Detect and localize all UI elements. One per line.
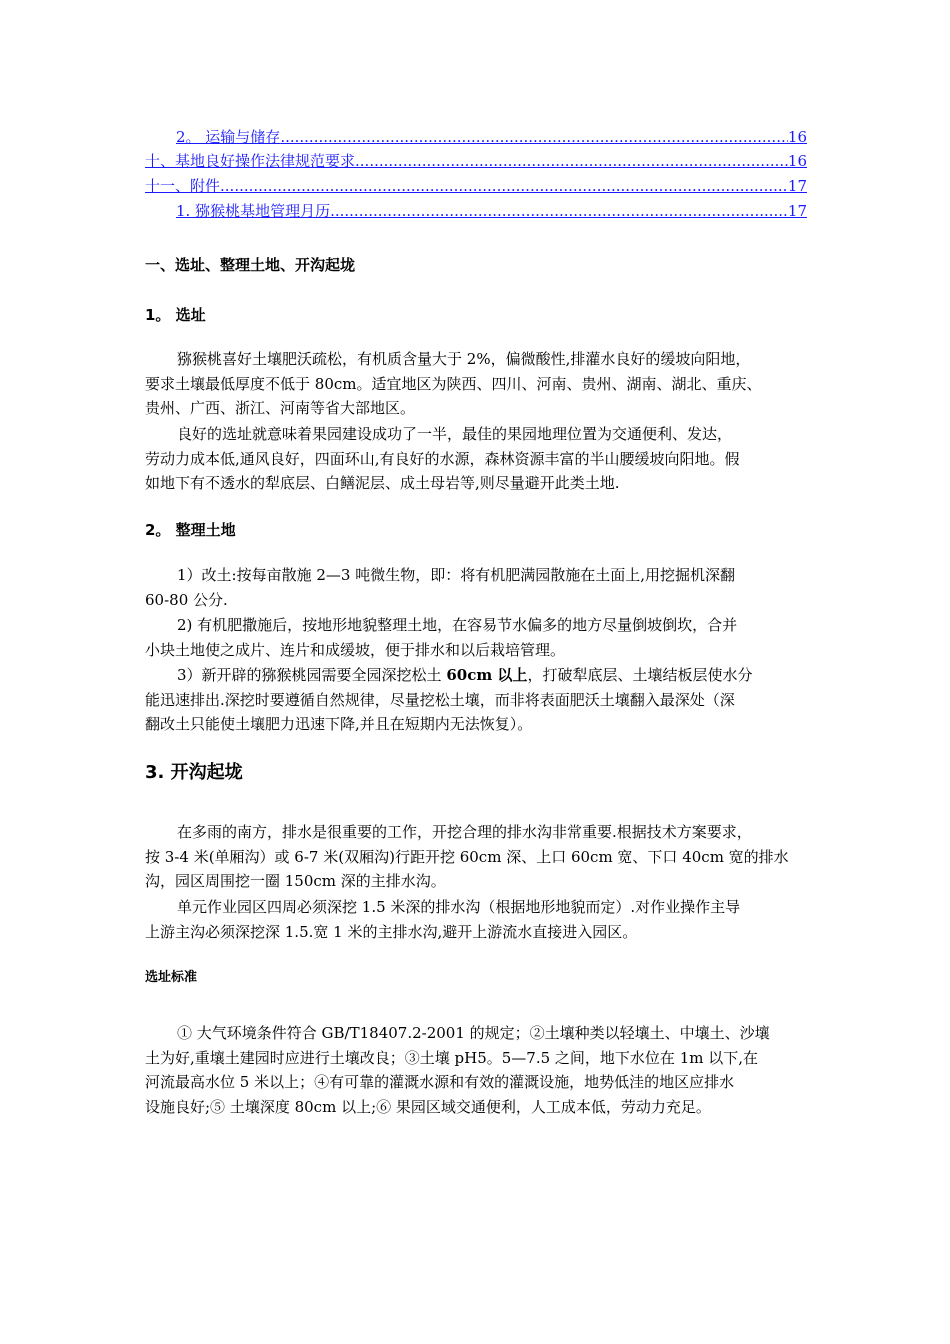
toc-entry-appendix[interactable]: [145, 175, 807, 197]
section-heading: 一、选址、整理土地、开沟起垅: [145, 256, 356, 274]
toc-entry-title: 2。 运输与储存: [176, 128, 281, 146]
toc-entry-legal-requirements[interactable]: [145, 150, 807, 172]
paragraph-deep-digging: [145, 663, 810, 737]
paragraph-site-criteria: [145, 1021, 810, 1119]
text-line: 上游主沟必须深挖深 1.5.宽 1 米的主排水沟,避开上游流水直接进入园区。: [145, 922, 638, 941]
text-line: 小块土地使之成片、连片和成缓坡，便于排水和以后栽培管理。: [145, 640, 566, 659]
text-line: 1）改土:按每亩散施 2—3 吨微生物，即：将有机肥满园散施在土面上,用挖掘机深翻: [177, 566, 735, 584]
toc-entry-calendar[interactable]: [145, 200, 807, 222]
subsection-heading-land: 2。 整理土地: [145, 521, 236, 539]
text-line: 如地下有不透水的犁底层、白鳝泥层、成土母岩等,则尽量避开此类土地.: [145, 474, 620, 492]
text-fragment: ，打破犁底层、土壤结板层使水分: [527, 666, 753, 684]
toc-leader-dots: [330, 200, 788, 222]
subsection-heading-ditch: 3. 开沟起垅: [145, 762, 243, 783]
toc-page-number: 16: [787, 128, 807, 146]
subsection-heading-criteria: 选址标准: [145, 970, 198, 985]
toc-page-number: 17: [787, 202, 807, 220]
text-line: ① 大气环境条件符合 GB/T18407.2-2001 的规定；②土壤种类以轻壤土、中壤土、沙壤: [177, 1024, 770, 1042]
paragraph-terrain: [145, 613, 810, 662]
toc-leader-dots: [220, 175, 788, 197]
text-line: 翻改土只能使土壤肥力迅速下降,并且在短期内无法恢复）。: [145, 715, 533, 733]
text-line: 在多雨的南方，排水是很重要的工作，开挖合理的排水沟非常重要.根据技术方案要求，: [177, 823, 752, 841]
text-line: 河流最高水位 5 米以上；④有可靠的灌溉水源和有效的灌溉设施，地势低洼的地区应排水: [145, 1073, 735, 1091]
text-line: 劳动力成本低,通风良好，四面环山,有良好的水源，森林资源丰富的半山腰缓坡向阳地。假: [145, 449, 740, 468]
subsection-heading-site: 1。 选址: [145, 306, 206, 324]
toc-entry-title: 十、基地良好操作法律规范要求: [145, 152, 356, 170]
text-line: 猕猴桃喜好土壤肥沃疏松，有机质含量大于 2%，偏微酸性,排灌水良好的缓坡向阳地，: [177, 350, 751, 368]
paragraph-main-ditch: [145, 895, 810, 944]
toc-entry-transport-storage[interactable]: [145, 126, 807, 148]
toc-entry-title: 1. 猕猴桃基地管理月历: [176, 202, 331, 220]
text-line: 单元作业园区四周必须深挖 1.5 米深的排水沟（根据地形地貌而定）.对作业操作主导: [177, 898, 741, 916]
toc-leader-dots: [355, 150, 788, 172]
toc-page-number: 17: [787, 177, 807, 195]
text-line: 土为好,重壤土建园时应进行土壤改良；③土壤 pH5。5—7.5 之间，地下水位在 1m 以下,在: [145, 1048, 759, 1067]
text-line: 良好的选址就意味着果园建设成功了一半，最佳的果园地理位置为交通便利、发达，: [177, 425, 733, 443]
text-line: 能迅速排出.深挖时要遵循自然规律，尽量挖松土壤，而非将表面肥沃土壤翻入最深处（深: [145, 690, 735, 709]
paragraph-soil-improvement: [145, 563, 810, 612]
text-line: 60-80 公分.: [145, 590, 228, 609]
paragraph-site-soil: [145, 347, 810, 421]
toc-leader-dots: [280, 126, 788, 148]
text-fragment: 3）新开辟的猕猴桃园需要全园深挖松土: [177, 666, 447, 684]
text-line: 按 3-4 米(单厢沟）或 6-7 米(双厢沟)行距开挖 60cm 深、上口 60cm 宽、下口 40cm 宽的排水: [145, 847, 789, 866]
emphasis-text: 60cm 以上: [446, 666, 528, 684]
text-line: 设施良好;⑤ 土壤深度 80cm 以上;⑥ 果园区域交通便利，人工成本低，劳动力充足。: [145, 1097, 711, 1116]
text-line: [145, 663, 810, 688]
paragraph-site-location: [145, 422, 810, 496]
toc-page-number: 16: [787, 152, 807, 170]
text-line: 贵州、广西、浙江、河南等省大部地区。: [145, 399, 416, 417]
toc-entry-title: 十一、附件: [145, 177, 221, 195]
text-line: 2) 有机肥撒施后，按地形地貌整理土地，在容易节水偏多的地方尽量倒坡倒坎，合并: [177, 616, 738, 634]
text-line: 沟，园区周围挖一圈 150cm 深的主排水沟。: [145, 872, 446, 890]
paragraph-drainage: [145, 820, 810, 894]
text-line: 要求土壤最低厚度不低于 80cm。适宜地区为陕西、四川、河南、贵州、湖南、湖北、重庆、: [145, 374, 762, 393]
